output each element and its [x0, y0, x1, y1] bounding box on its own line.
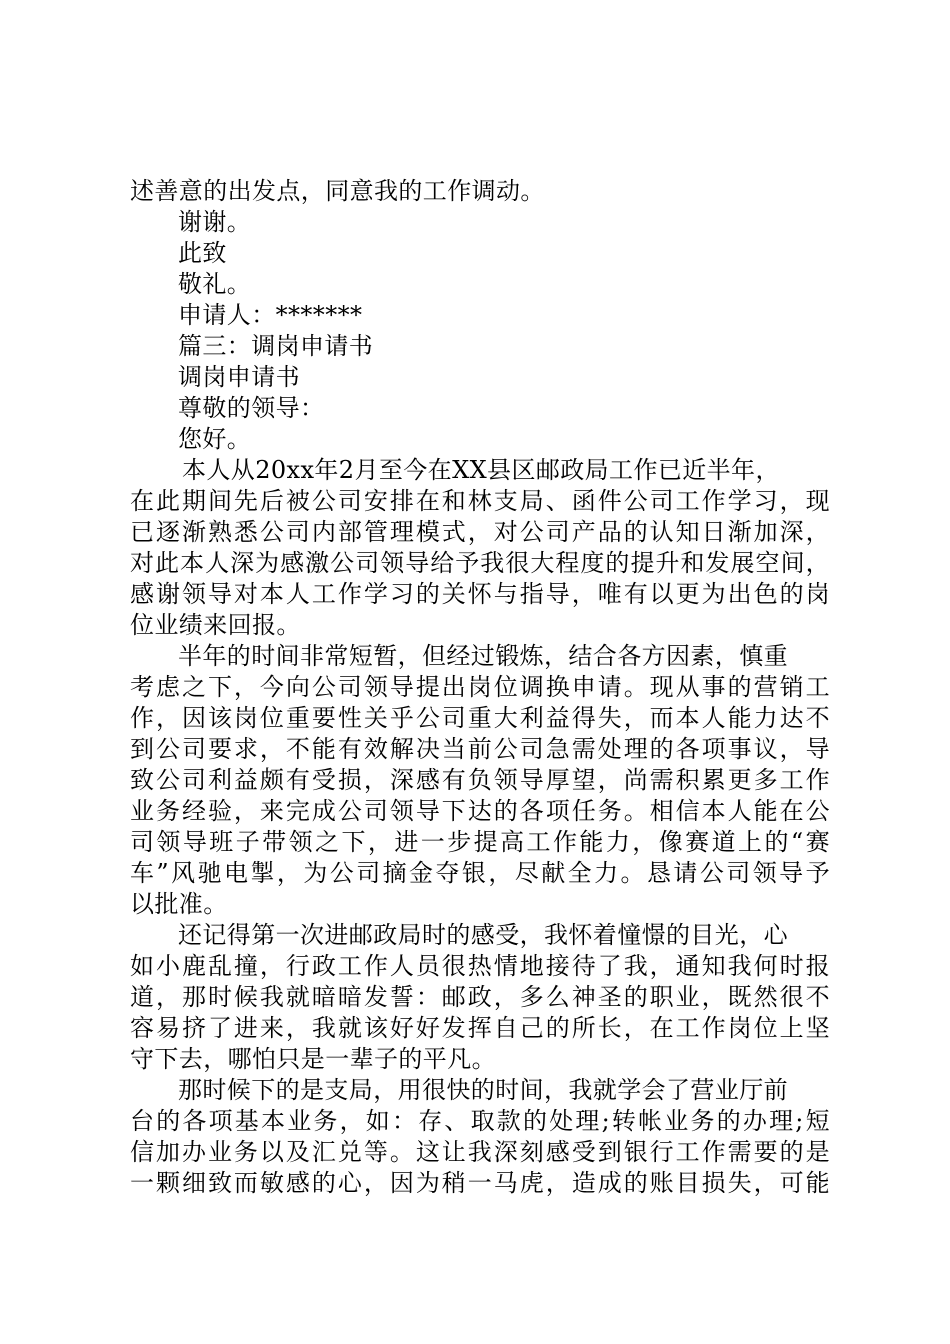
text-line: 如小鹿乱撞，行政工作人员很热情地接待了我，通知我何时报 [130, 952, 830, 980]
text-line: 道，那时候我就暗暗发誓：邮政，多么神圣的职业，既然很不 [130, 983, 830, 1011]
text-line: 已逐渐熟悉公司内部管理模式，对公司产品的认知日渐加深， [130, 518, 830, 546]
text-line: 在此期间先后被公司安排在和林支局、函件公司工作学习，现 [130, 487, 830, 515]
text-line: 述善意的出发点，同意我的工作调动。 [130, 177, 545, 205]
text-line: 您好。 [178, 425, 252, 453]
text-line: 篇三：调岗申请书 [178, 332, 374, 360]
text-line: 作，因该岗位重要性关乎公司重大利益得失，而本人能力达不 [130, 704, 830, 732]
text-line: 敬礼。 [178, 270, 252, 298]
text-line: 位业绩来回报。 [130, 611, 301, 639]
text-line: 还记得第一次进邮政局时的感受，我怀着憧憬的目光，心 [178, 921, 788, 949]
text-line: 调岗申请书 [178, 363, 300, 391]
text-line: 申请人：******* [178, 301, 363, 329]
text-line: 感谢领导对本人工作学习的关怀与指导，唯有以更为出色的岗 [130, 580, 830, 608]
text-line: 半年的时间非常短暂，但经过锻炼，结合各方因素，慎重 [178, 642, 788, 670]
text-line: 致公司利益颇有受损，深感有负领导厚望，尚需积累更多工作 [130, 766, 830, 794]
text-line: 以批准。 [130, 890, 228, 918]
text-line: 本人从20xx年2月至今在XX县区邮政局工作已近半年， [182, 456, 780, 484]
text-line: 考虑之下，今向公司领导提出岗位调换申请。现从事的营销工 [130, 673, 830, 701]
text-line: 信加办业务以及汇兑等。这让我深刻感受到银行工作需要的是 [130, 1138, 830, 1166]
text-line: 车”风驰电掣，为公司摘金夺银，尽献全力。恳请公司领导予 [130, 859, 830, 887]
text-line: 台的各项基本业务，如：存、取款的处理;转帐业务的办理;短 [130, 1107, 830, 1135]
text-line: 容易挤了进来，我就该好好发挥自己的所长，在工作岗位上坚 [130, 1014, 830, 1042]
text-line: 对此本人深为感激公司领导给予我很大程度的提升和发展空间， [130, 549, 830, 577]
text-line: 那时候下的是支局，用很快的时间，我就学会了营业厅前 [178, 1076, 788, 1104]
text-line: 守下去，哪怕只是一辈子的平凡。 [130, 1045, 496, 1073]
document-body [130, 176, 830, 1199]
text-line: 一颗细致而敏感的心，因为稍一马虎，造成的账目损失，可能 [130, 1169, 830, 1197]
text-line: 业务经验，来完成公司领导下达的各项任务。相信本人能在公 [130, 797, 830, 825]
text-line: 此致 [178, 239, 227, 267]
text-line: 到公司要求，不能有效解决当前公司急需处理的各项事议，导 [130, 735, 830, 763]
text-line: 尊敬的领导： [178, 394, 325, 422]
text-line: 司领导班子带领之下，进一步提高工作能力，像赛道上的“赛 [130, 828, 830, 856]
text-line: 谢谢。 [178, 208, 252, 236]
